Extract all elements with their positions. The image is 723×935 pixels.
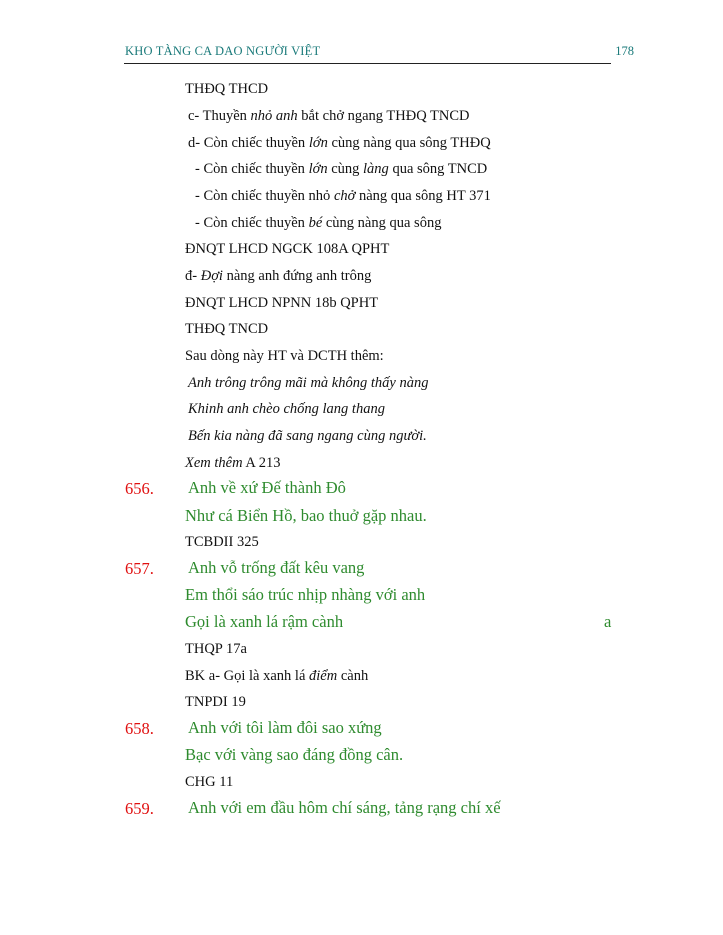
entry-number: 658. [125, 719, 154, 738]
source-line: ĐNQT LHCD NPNN 18b QPHT [185, 295, 379, 311]
header-title: KHO TÀNG CA DAO NGƯỜI VIỆT [125, 44, 321, 58]
variant-subline: - Còn chiếc thuyền nhỏ chở nàng qua sông HT 371 [195, 188, 491, 204]
verse-line: Em thổi sáo trúc nhịp nhàng với anh [185, 585, 426, 604]
added-verse: Bến kia nàng đã sang ngang cùng người. [188, 428, 427, 444]
variant-subline: - Còn chiếc thuyền bé cùng nàng qua sông [195, 215, 442, 231]
variant-subline: - Còn chiếc thuyền lớn cùng làng qua sông TNCD [195, 161, 488, 177]
variant-line-d: d- Còn chiếc thuyền lớn cùng nàng qua sông THĐQ [188, 135, 491, 151]
added-verse: Anh trông trông mãi mà không thấy nàng [188, 375, 429, 391]
entry-number: 659. [125, 799, 154, 818]
source-line: THĐQ TNCD [185, 321, 269, 337]
source-line: TCBDII 325 [185, 534, 259, 550]
source-line: ĐNQT LHCD NGCK 108A QPHT [185, 241, 390, 257]
verse-line: Gọi là xanh lá rậm cành [185, 612, 344, 631]
source-line: CHG 11 [185, 774, 234, 790]
entry-number: 656. [125, 479, 154, 498]
see-also: Xem thêm A 213 [185, 455, 281, 471]
added-verse: Khinh anh chèo chống lang thang [188, 401, 385, 417]
entry-number: 657. [125, 559, 154, 578]
source-line: TNPDI 19 [185, 694, 246, 710]
source-line: THQP 17a [185, 641, 247, 657]
verse-line: Như cá Biển Hồ, bao thuở gặp nhau. [185, 506, 427, 525]
verse-line: Anh vỗ trống đất kêu vang [188, 558, 365, 577]
page-number: 178 [615, 44, 634, 58]
header-divider [124, 63, 611, 64]
verse-line: Anh về xứ Đế thành Đô [188, 478, 346, 497]
verse-line: Anh với em đầu hôm chí sáng, tảng rạng chí xế [188, 798, 501, 817]
footnote-marker: a [604, 612, 612, 631]
variant-line-dd: đ- Đợi nàng anh đứng anh trông [185, 268, 372, 284]
verse-line: Anh với tôi làm đôi sao xứng [188, 718, 382, 737]
verse-line: Bạc với vàng sao đáng đồng cân. [185, 745, 404, 764]
variant-line: BK a- Gọi là xanh lá điểm cành [185, 668, 369, 684]
variant-line-c: c- Thuyền nhỏ anh bắt chở ngang THĐQ TNCD [188, 108, 470, 124]
source-line: THĐQ THCD [185, 81, 269, 97]
note-line: Sau dòng này HT và DCTH thêm: [185, 348, 384, 364]
